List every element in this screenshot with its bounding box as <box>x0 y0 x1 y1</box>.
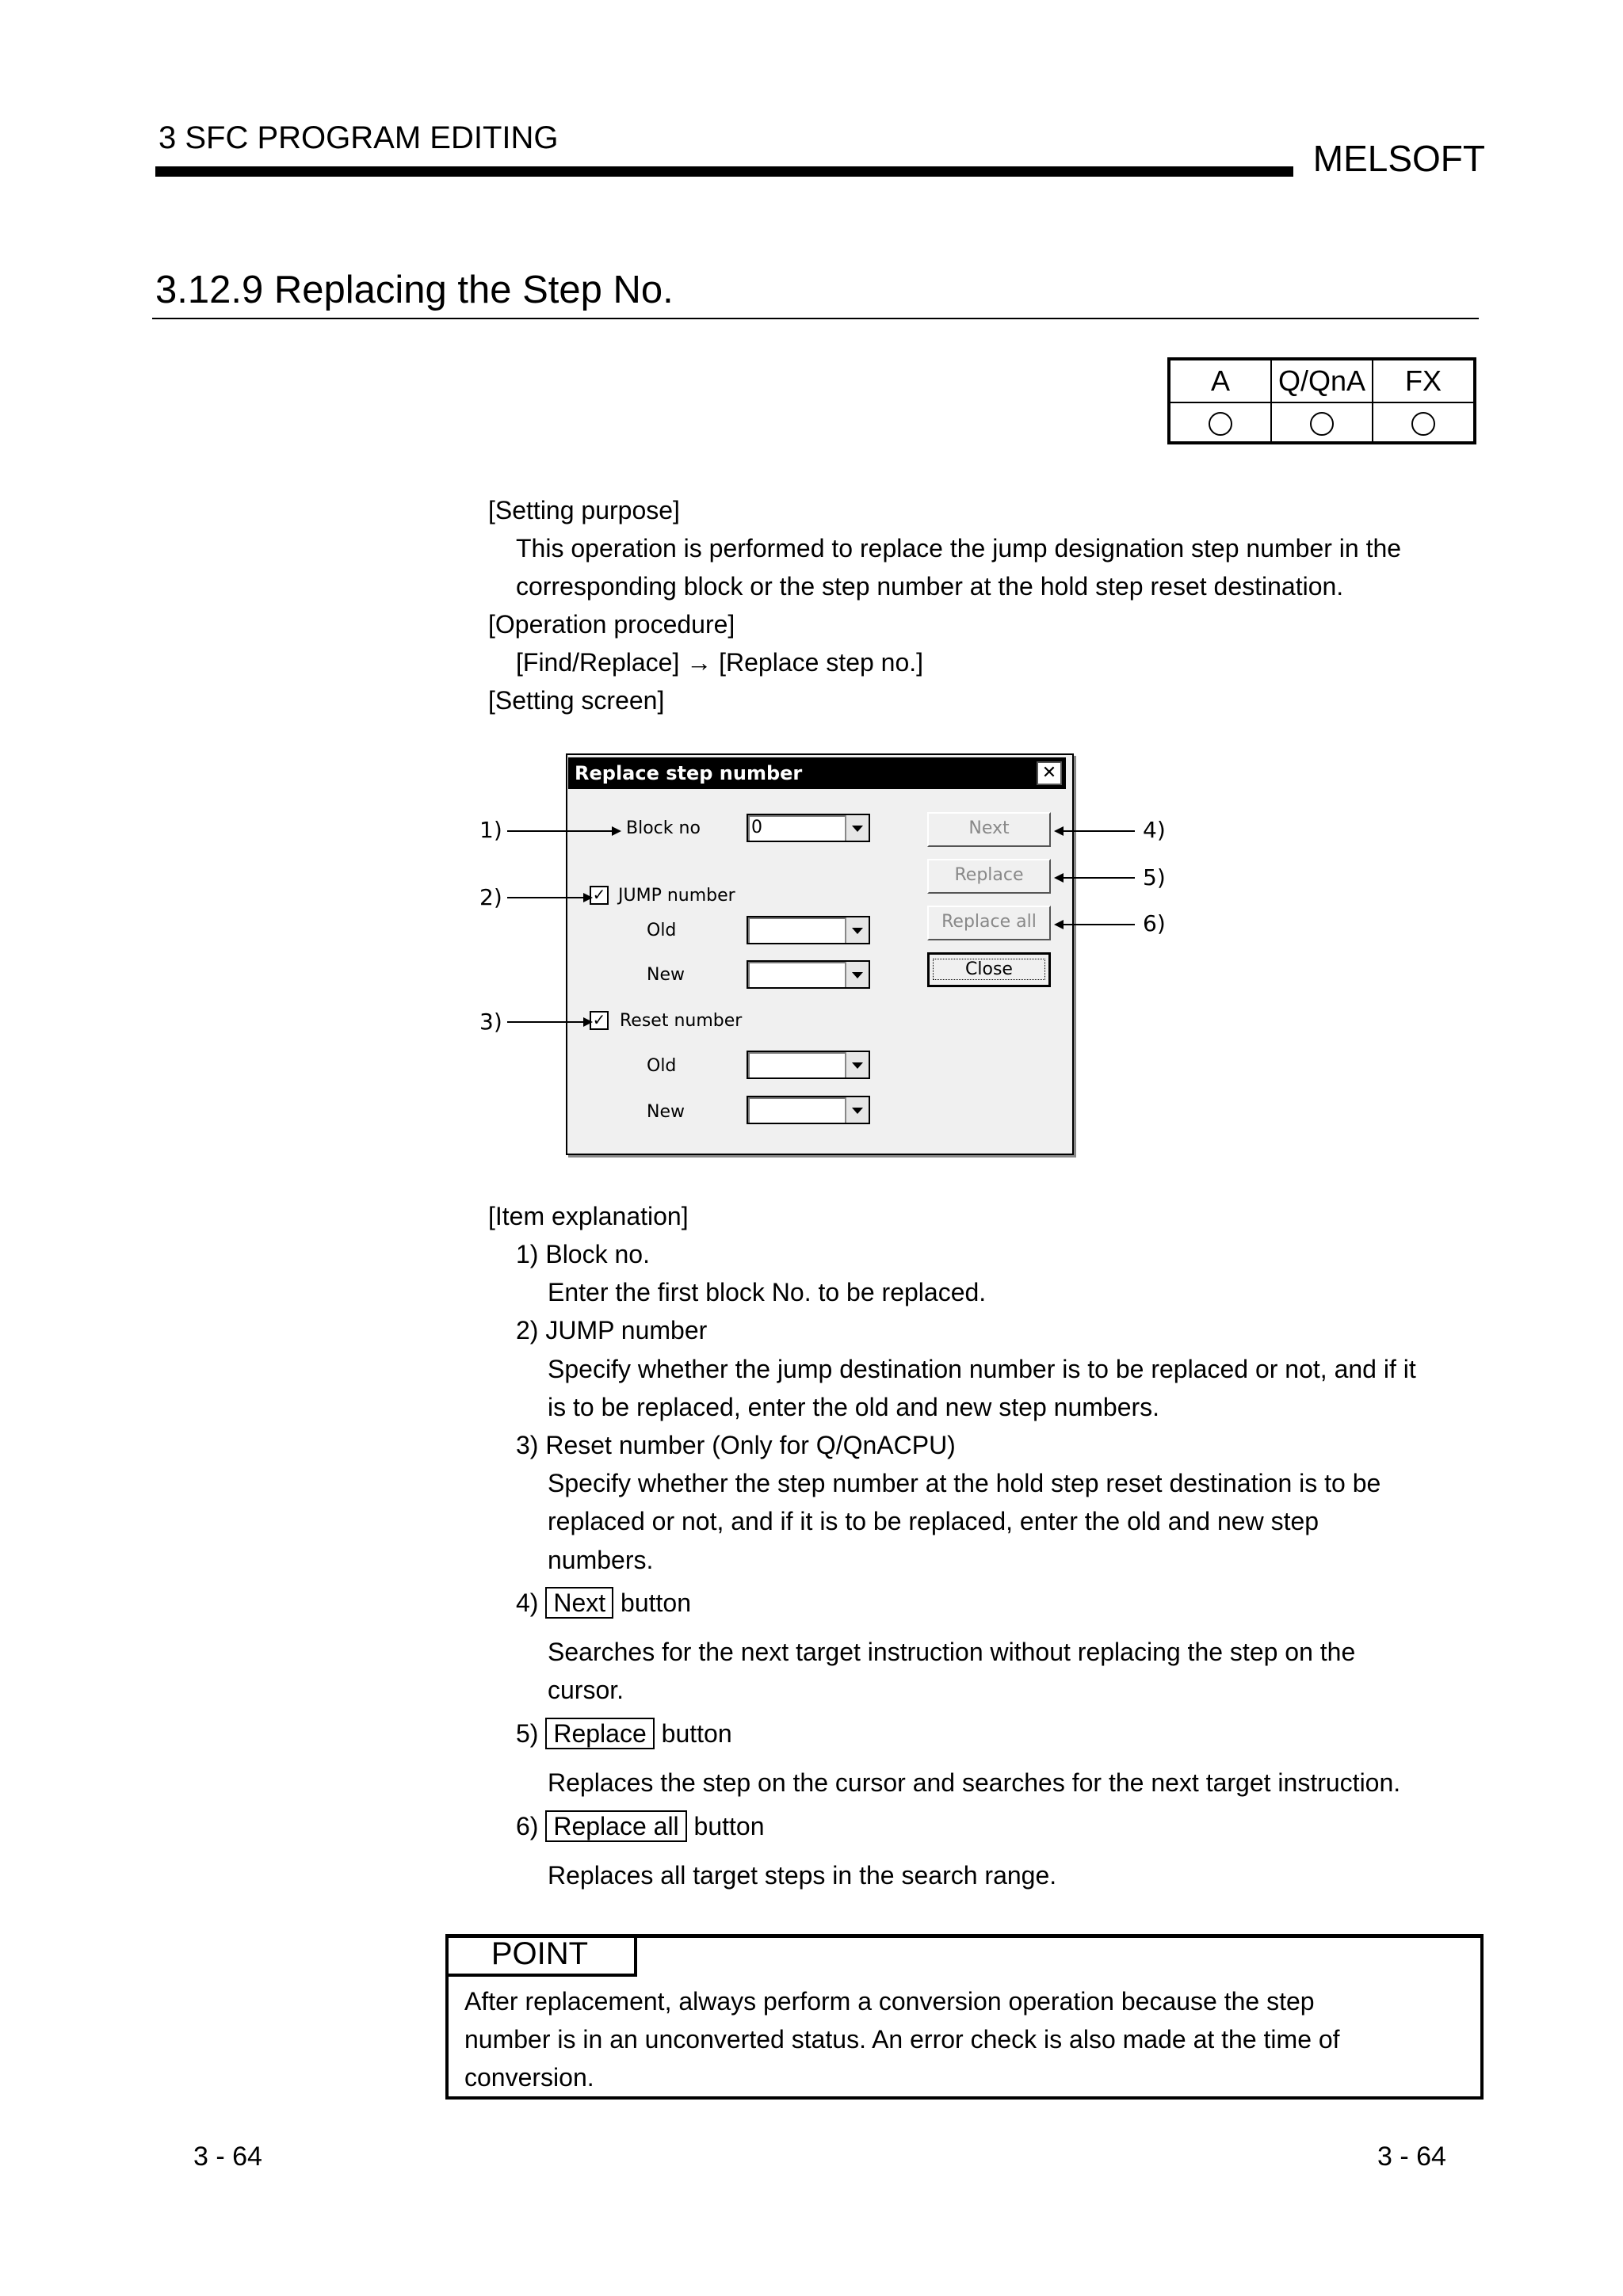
cpu-mark-fx <box>1373 402 1475 443</box>
callout-6: 6) <box>1143 910 1166 936</box>
callout-6-line <box>1064 924 1135 925</box>
circle-icon <box>1411 412 1435 436</box>
replace-all-button[interactable]: Replace all <box>927 906 1051 940</box>
section-title: 3.12.9 Replacing the Step No. <box>155 269 674 311</box>
dialog-title-bar <box>568 757 1066 789</box>
item-6-desc: Replaces all target steps in the search range. <box>548 1861 1057 1890</box>
item-4-number: 4) <box>516 1589 539 1617</box>
item-6-number: 6) <box>516 1812 539 1840</box>
arrow-right-icon <box>612 826 621 836</box>
block-no-combo[interactable] <box>747 814 870 842</box>
chapter-heading: 3 SFC PROGRAM EDITING <box>158 120 559 155</box>
arrow-left-icon <box>1054 873 1064 883</box>
callout-2-line <box>507 897 583 898</box>
arrow-right-icon: → <box>686 648 712 677</box>
item-3-desc: replaced or not, and if it is to be replaced, enter the old and new step <box>548 1507 1319 1535</box>
section-rule <box>152 318 1479 319</box>
callout-4-line <box>1064 830 1135 832</box>
jump-new-combo[interactable] <box>747 960 870 989</box>
page-number-right: 3 - 64 <box>1377 2142 1446 2172</box>
jump-new-label: New <box>647 965 685 985</box>
reset-new-combo[interactable] <box>747 1096 870 1124</box>
next-key-label: Next <box>545 1587 613 1619</box>
setting-purpose-heading: [Setting purpose] <box>488 496 680 524</box>
callout-3-line <box>507 1021 583 1023</box>
callout-5: 5) <box>1143 864 1166 891</box>
point-text-line: After replacement, always perform a conversion operation because the step <box>464 1987 1315 2016</box>
setting-purpose-line: corresponding block or the step number at the hold step reset destination. <box>516 572 1344 601</box>
menu-path-replace-step: [Replace step no.] <box>719 648 924 677</box>
circle-icon <box>1209 412 1232 436</box>
item-2-title: 2) JUMP number <box>516 1316 708 1344</box>
cpu-header-a: A <box>1169 359 1271 402</box>
item-4-title <box>516 1584 691 1622</box>
arrow-right-icon <box>583 893 593 902</box>
replace-all-key-label: Replace all <box>545 1810 686 1842</box>
callout-2: 2) <box>479 884 502 910</box>
chevron-down-icon[interactable] <box>845 815 869 841</box>
item-4-desc: Searches for the next target instruction without replacing the step on the <box>548 1638 1356 1666</box>
menu-path-find-replace: [Find/Replace] <box>516 648 680 677</box>
replace-key-label: Replace <box>545 1718 654 1749</box>
setting-purpose-line: This operation is performed to replace the jump designation step number in the <box>516 534 1402 563</box>
item-6-suffix: button <box>693 1812 765 1840</box>
close-button[interactable] <box>927 952 1051 987</box>
page-number-left: 3 - 64 <box>193 2142 262 2172</box>
point-label: POINT <box>445 1934 637 1977</box>
arrow-left-icon <box>1054 920 1064 929</box>
item-3-title: 3) Reset number (Only for Q/QnACPU) <box>516 1431 956 1459</box>
callout-1-line <box>507 830 612 832</box>
dialog-title: Replace step number <box>575 762 803 784</box>
item-6-title <box>516 1807 765 1845</box>
close-button-label: Close <box>934 959 1044 979</box>
chevron-down-icon[interactable] <box>845 1052 869 1077</box>
item-1-desc: Enter the first block No. to be replaced. <box>548 1278 987 1306</box>
cpu-mark-qqna <box>1271 402 1373 443</box>
setting-screen-heading: [Setting screen] <box>488 686 665 715</box>
close-icon[interactable]: ✕ <box>1037 761 1062 785</box>
circle-icon <box>1310 412 1334 436</box>
block-no-value: 0 <box>751 818 762 837</box>
operation-procedure-heading: [Operation procedure] <box>488 610 735 639</box>
cpu-mark-a <box>1169 402 1271 443</box>
chevron-down-icon[interactable] <box>845 962 869 987</box>
item-5-suffix: button <box>661 1719 732 1748</box>
item-5-title <box>516 1714 732 1753</box>
item-3-desc: Specify whether the step number at the hold step reset destination is to be <box>548 1469 1381 1497</box>
cpu-header-fx: FX <box>1373 359 1475 402</box>
item-1-title: 1) Block no. <box>516 1240 650 1268</box>
block-no-label: Block no <box>626 818 701 838</box>
arrow-left-icon <box>1054 826 1064 836</box>
next-button[interactable]: Next <box>927 812 1051 847</box>
header-rule <box>155 166 1293 177</box>
item-3-desc: numbers. <box>548 1546 654 1574</box>
reset-number-label: Reset number <box>620 1011 743 1031</box>
item-4-suffix: button <box>621 1589 691 1617</box>
reset-old-combo[interactable] <box>747 1051 870 1079</box>
cpu-compat-table <box>1167 357 1476 444</box>
point-text-line: conversion. <box>464 2063 594 2092</box>
item-5-desc: Replaces the step on the cursor and searches for the next target instruction. <box>548 1768 1401 1797</box>
jump-number-checkbox[interactable]: ✓ <box>590 886 609 905</box>
jump-old-combo[interactable] <box>747 916 870 944</box>
item-explanation-heading: [Item explanation] <box>488 1202 689 1230</box>
jump-number-label: JUMP number <box>618 886 735 906</box>
reset-old-label: Old <box>647 1056 677 1076</box>
brand-logo-text: MELSOFT <box>1312 138 1485 179</box>
chevron-down-icon[interactable] <box>845 917 869 943</box>
arrow-right-icon <box>583 1017 593 1027</box>
callout-4: 4) <box>1143 817 1166 843</box>
item-2-desc: Specify whether the jump destination number is to be replaced or not, and if it <box>548 1355 1416 1383</box>
replace-button[interactable]: Replace <box>927 859 1051 894</box>
item-4-desc: cursor. <box>548 1676 624 1704</box>
callout-3: 3) <box>479 1009 502 1035</box>
cpu-header-qqna: Q/QnA <box>1271 359 1373 402</box>
point-text-line: number is in an unconverted status. An error check is also made at the time of <box>464 2025 1340 2054</box>
chevron-down-icon[interactable] <box>845 1097 869 1123</box>
callout-1: 1) <box>479 817 502 843</box>
item-2-desc: is to be replaced, enter the old and new step numbers. <box>548 1393 1160 1421</box>
item-5-number: 5) <box>516 1719 539 1748</box>
callout-5-line <box>1064 877 1135 879</box>
operation-procedure-path <box>516 643 923 681</box>
jump-old-label: Old <box>647 921 677 940</box>
reset-new-label: New <box>647 1102 685 1122</box>
reset-number-checkbox[interactable]: ✓ <box>590 1011 609 1030</box>
